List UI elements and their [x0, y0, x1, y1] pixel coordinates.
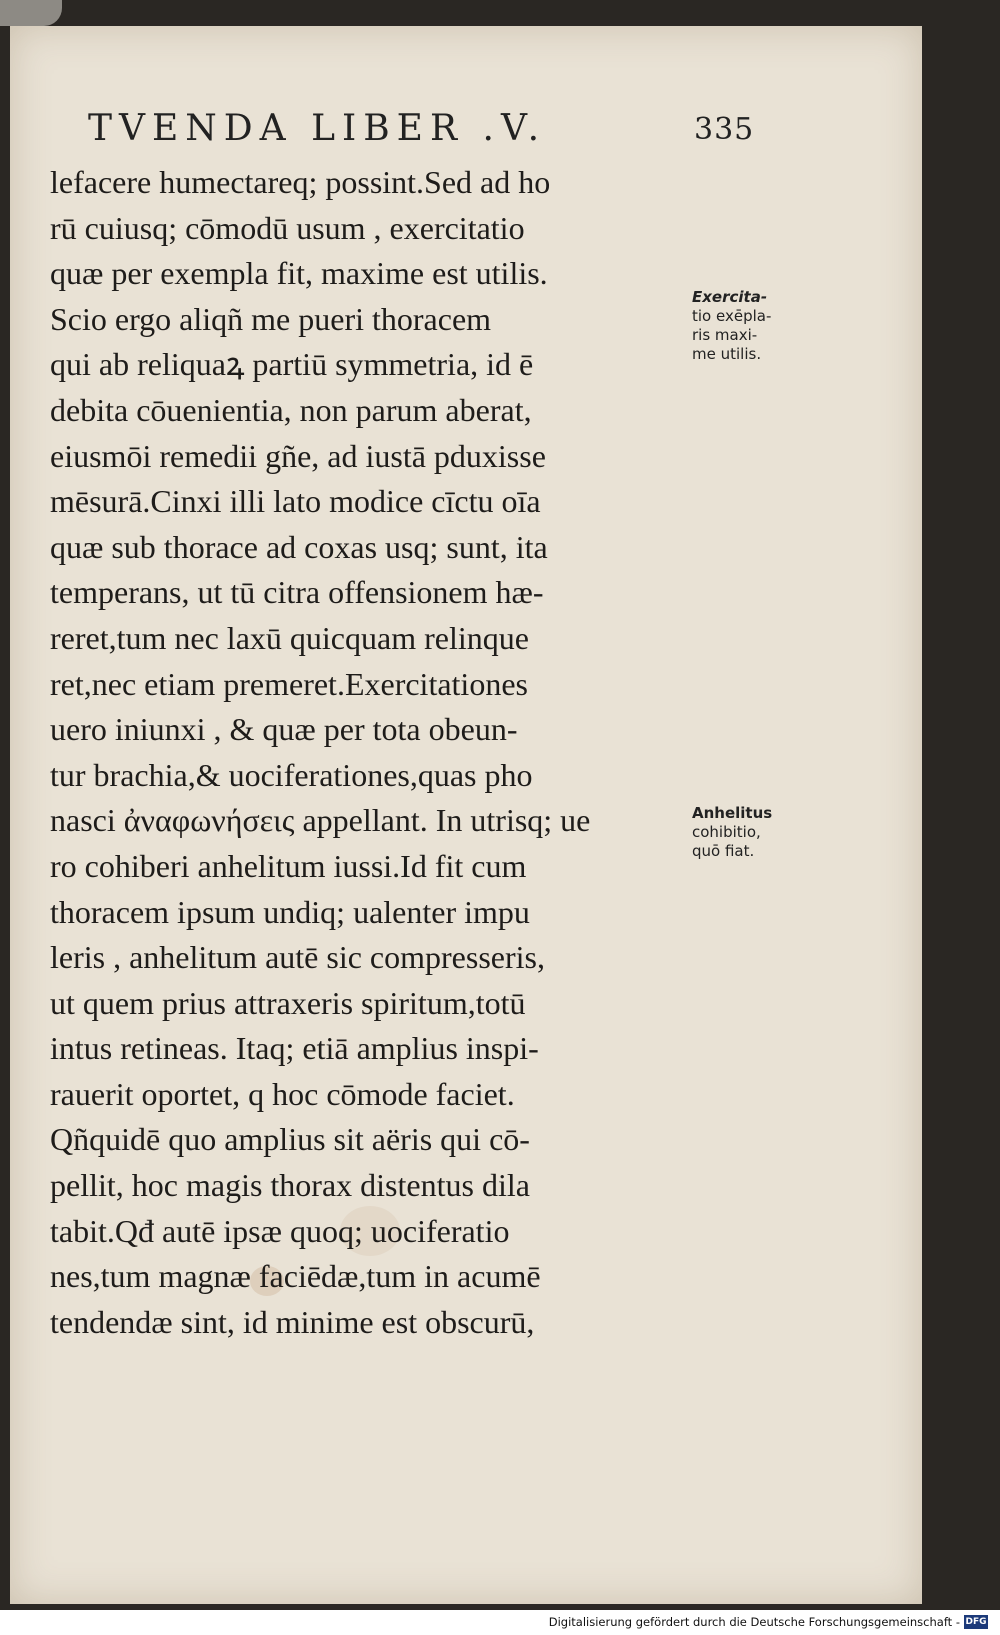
text-line: tur brachia,& uociferationes,quas pho: [50, 756, 533, 793]
text-line: intus retineas. Itaq; etiā amplius inspi-: [50, 1030, 539, 1067]
margin-note-line: quō fiat.: [692, 842, 755, 860]
text-line: thoracem ipsum undiq; ualenter impu: [50, 893, 530, 930]
text-line: tendendæ sint, id minime est obscurū,: [50, 1303, 535, 1340]
margin-note-line: ris maxi-: [692, 326, 758, 344]
margin-note-line: Anhelitus: [692, 804, 773, 822]
text-line: ret,nec etiam premeret.Exercitationes: [50, 665, 528, 702]
text-line: quæ per exempla fit, maxime est utilis.: [50, 255, 548, 292]
text-line: pellit, hoc magis thorax distentus dila: [50, 1167, 530, 1204]
text-line: reret,tum nec laxū quicquam relinque: [50, 619, 529, 656]
text-line: leris , anhelitum autē sic compresseris,: [50, 939, 545, 976]
text-line: nes,tum magnæ faciēdæ,tum in acumē: [50, 1258, 541, 1295]
footer-credit: Digitalisierung gefördert durch die Deutsche Forschungsgemeinschaft -: [548, 1615, 960, 1629]
text-line: quæ sub thorace ad coxas usq; sunt, ita: [50, 528, 548, 565]
margin-note-line: Exercita-: [692, 288, 768, 306]
text-line: Qñquidē quo amplius sit aëris qui cō-: [50, 1121, 530, 1158]
text-line: debita cōuenientia, non parum aberat,: [50, 391, 532, 428]
text-line: lefacere humectareq; possint.Sed ad ho: [50, 164, 551, 200]
margin-note-line: me utilis.: [692, 345, 762, 363]
text-line: tabit.Qđ autē ipsæ quoq; uociferatio: [50, 1212, 510, 1249]
running-head: TVENDA LIBER .V.: [88, 108, 547, 149]
margin-note-exercitatio: [692, 288, 771, 364]
dfg-logo: DFG: [965, 1617, 987, 1627]
text-line: eiusmōi remedii gñe, ad iustā pduxisse: [50, 437, 546, 474]
text-line: ro cohiberi anhelitum iussi.Id fit cum: [50, 847, 527, 884]
digitization-footer: [0, 1610, 1000, 1635]
page-corner: [0, 0, 62, 26]
page-number: 335: [694, 112, 755, 147]
margin-note-anhelitus: [692, 804, 772, 861]
text-line: temperans, ut tū citra offensionem hæ-: [50, 574, 544, 611]
text-line: ut quem prius attraxeris spiritum,totū: [50, 984, 526, 1021]
text-line: rauerit oportet, q hoc cōmode faciet.: [50, 1075, 515, 1112]
body-text: [50, 160, 690, 1345]
text-line: rū cuiusq; cōmodū usum , exercitatio: [50, 209, 525, 246]
page-header: [88, 108, 788, 148]
margin-note-line: tio exēpla-: [692, 307, 772, 325]
margin-note-line: cohibitio,: [692, 823, 761, 841]
text-line: Scio ergo aliqñ me pueri thoracem: [50, 300, 492, 337]
text-line: qui ab reliquaꝝ partiū symmetria, id ē: [50, 346, 534, 383]
text-line: uero iniunxi , & quæ per tota obeun-: [50, 711, 518, 748]
text-line: nasci ἀναφωνήσεις appellant. In utrisq; ue: [50, 802, 591, 839]
text-line: mēsurā.Cinxi illi lato modice cīctu oīa: [50, 483, 541, 520]
